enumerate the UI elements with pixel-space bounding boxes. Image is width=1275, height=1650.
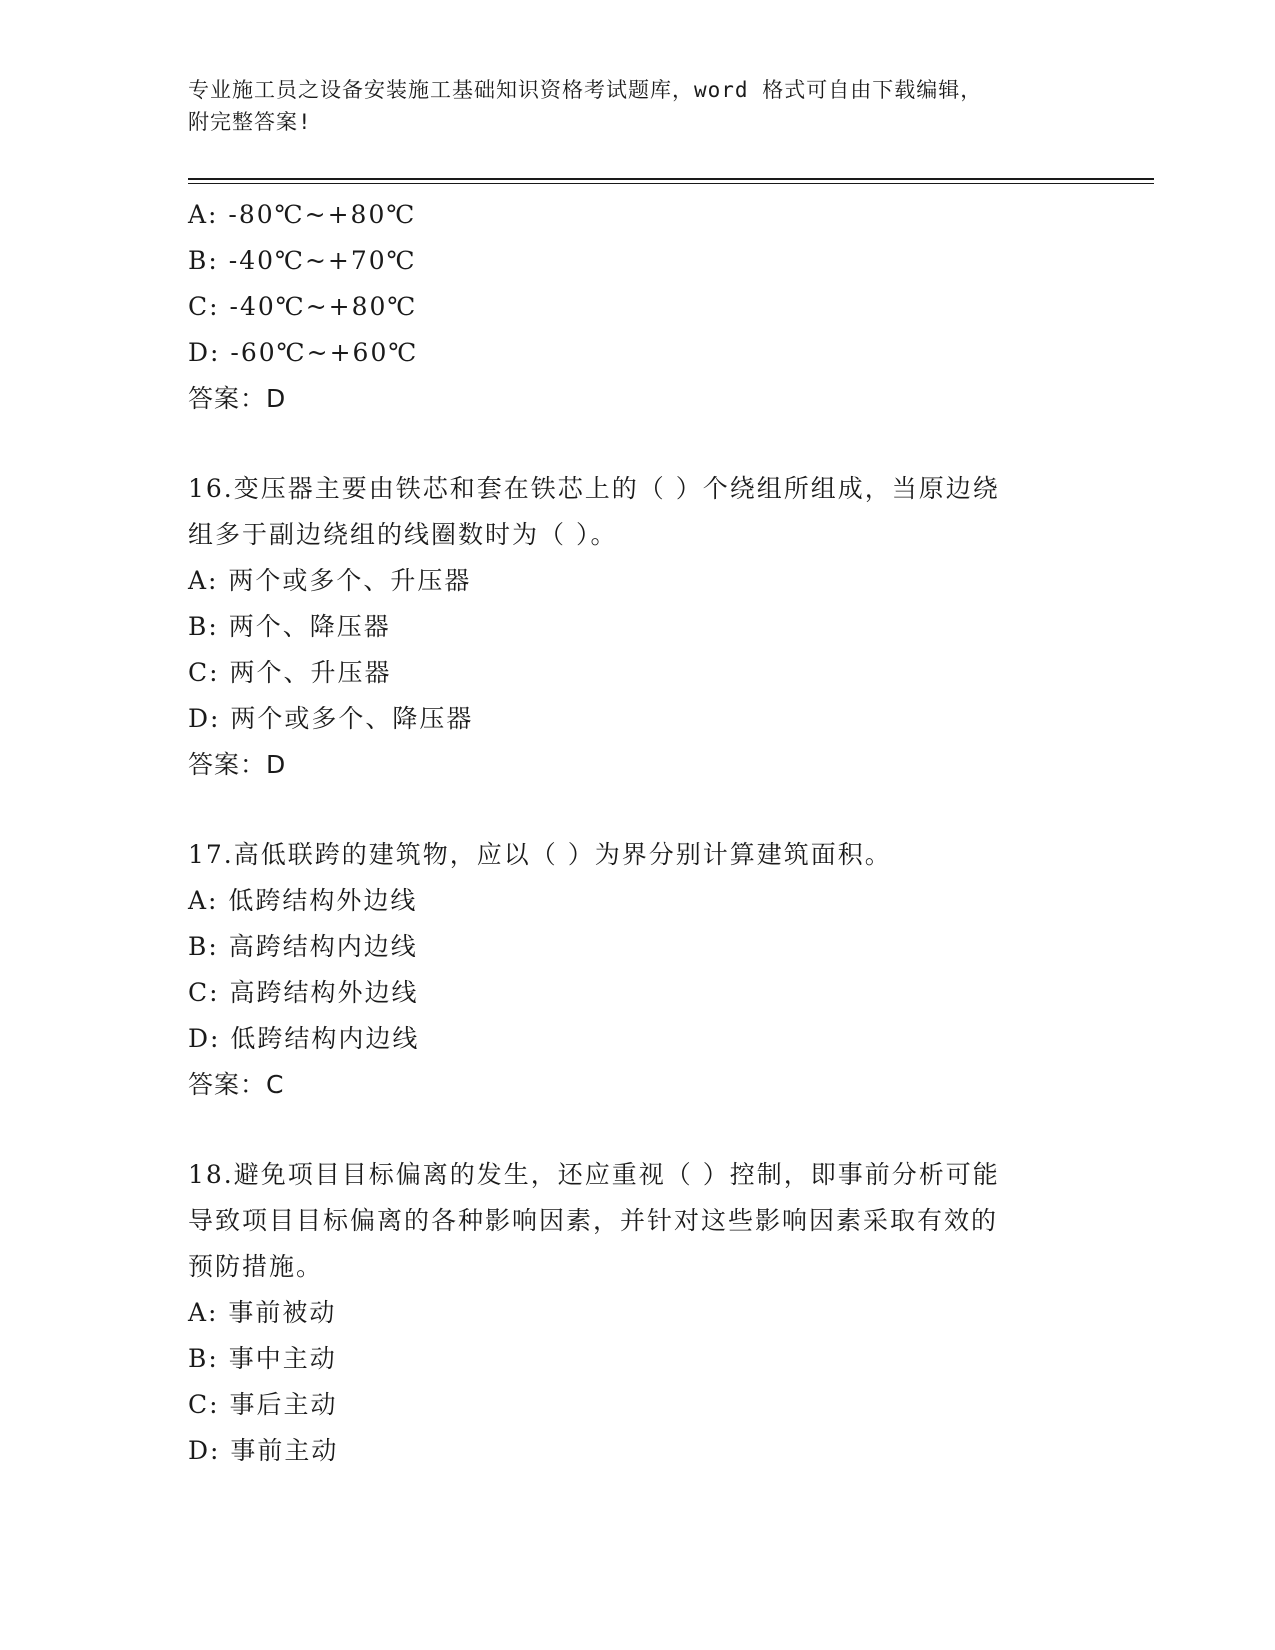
option-c: C: 高跨结构外边线 — [188, 978, 419, 1007]
option-a: A: 低跨结构外边线 — [188, 886, 418, 915]
document-header — [188, 74, 1068, 138]
option-a: A: -80℃~+80℃ — [188, 200, 417, 229]
option-d: D: 事前主动 — [188, 1436, 339, 1465]
question-stem-line: 16.变压器主要由铁芯和套在铁芯上的（ ）个绕组所组成，当原边绕 — [188, 474, 1000, 503]
header-rule-thin — [188, 183, 1154, 184]
header-rule — [188, 178, 1154, 180]
answer: 答案：D — [188, 750, 287, 779]
option-b: B: 两个、降压器 — [188, 612, 391, 641]
option-b: B: 事中主动 — [188, 1344, 337, 1373]
question-list — [188, 192, 1088, 1474]
option-b: B: -40℃~+70℃ — [188, 246, 417, 275]
question-15 — [188, 192, 1088, 422]
question-stem-line: 17.高低联跨的建筑物，应以（ ）为界分别计算建筑面积。 — [188, 840, 892, 869]
question-17 — [188, 832, 1088, 1108]
option-d: D: -60℃~+60℃ — [188, 338, 419, 367]
question-stem-line: 组多于副边绕组的线圈数时为（ ）。 — [188, 520, 618, 549]
option-c: C: 事后主动 — [188, 1390, 338, 1419]
header-line-1: 专业施工员之设备安装施工基础知识资格考试题库，word 格式可自由下载编辑， — [188, 78, 983, 102]
option-a: A: 事前被动 — [188, 1298, 337, 1327]
option-a: A: 两个或多个、升压器 — [188, 566, 472, 595]
option-c: C: 两个、升压器 — [188, 658, 392, 687]
question-16 — [188, 466, 1088, 788]
option-d: D: 低跨结构内边线 — [188, 1024, 420, 1053]
question-18 — [188, 1152, 1088, 1474]
header-line-2: 附完整答案! — [188, 110, 312, 134]
answer: 答案：D — [188, 384, 287, 413]
answer: 答案：C — [188, 1070, 285, 1099]
option-c: C: -40℃~+80℃ — [188, 292, 418, 321]
option-b: B: 高跨结构内边线 — [188, 932, 418, 961]
option-d: D: 两个或多个、降压器 — [188, 704, 474, 733]
question-stem-line: 导致项目目标偏离的各种影响因素，并针对这些影响因素采取有效的 — [188, 1206, 999, 1235]
question-stem-line: 18.避免项目目标偏离的发生，还应重视（ ）控制，即事前分析可能 — [188, 1160, 1000, 1189]
question-stem-line: 预防措施。 — [188, 1252, 324, 1281]
